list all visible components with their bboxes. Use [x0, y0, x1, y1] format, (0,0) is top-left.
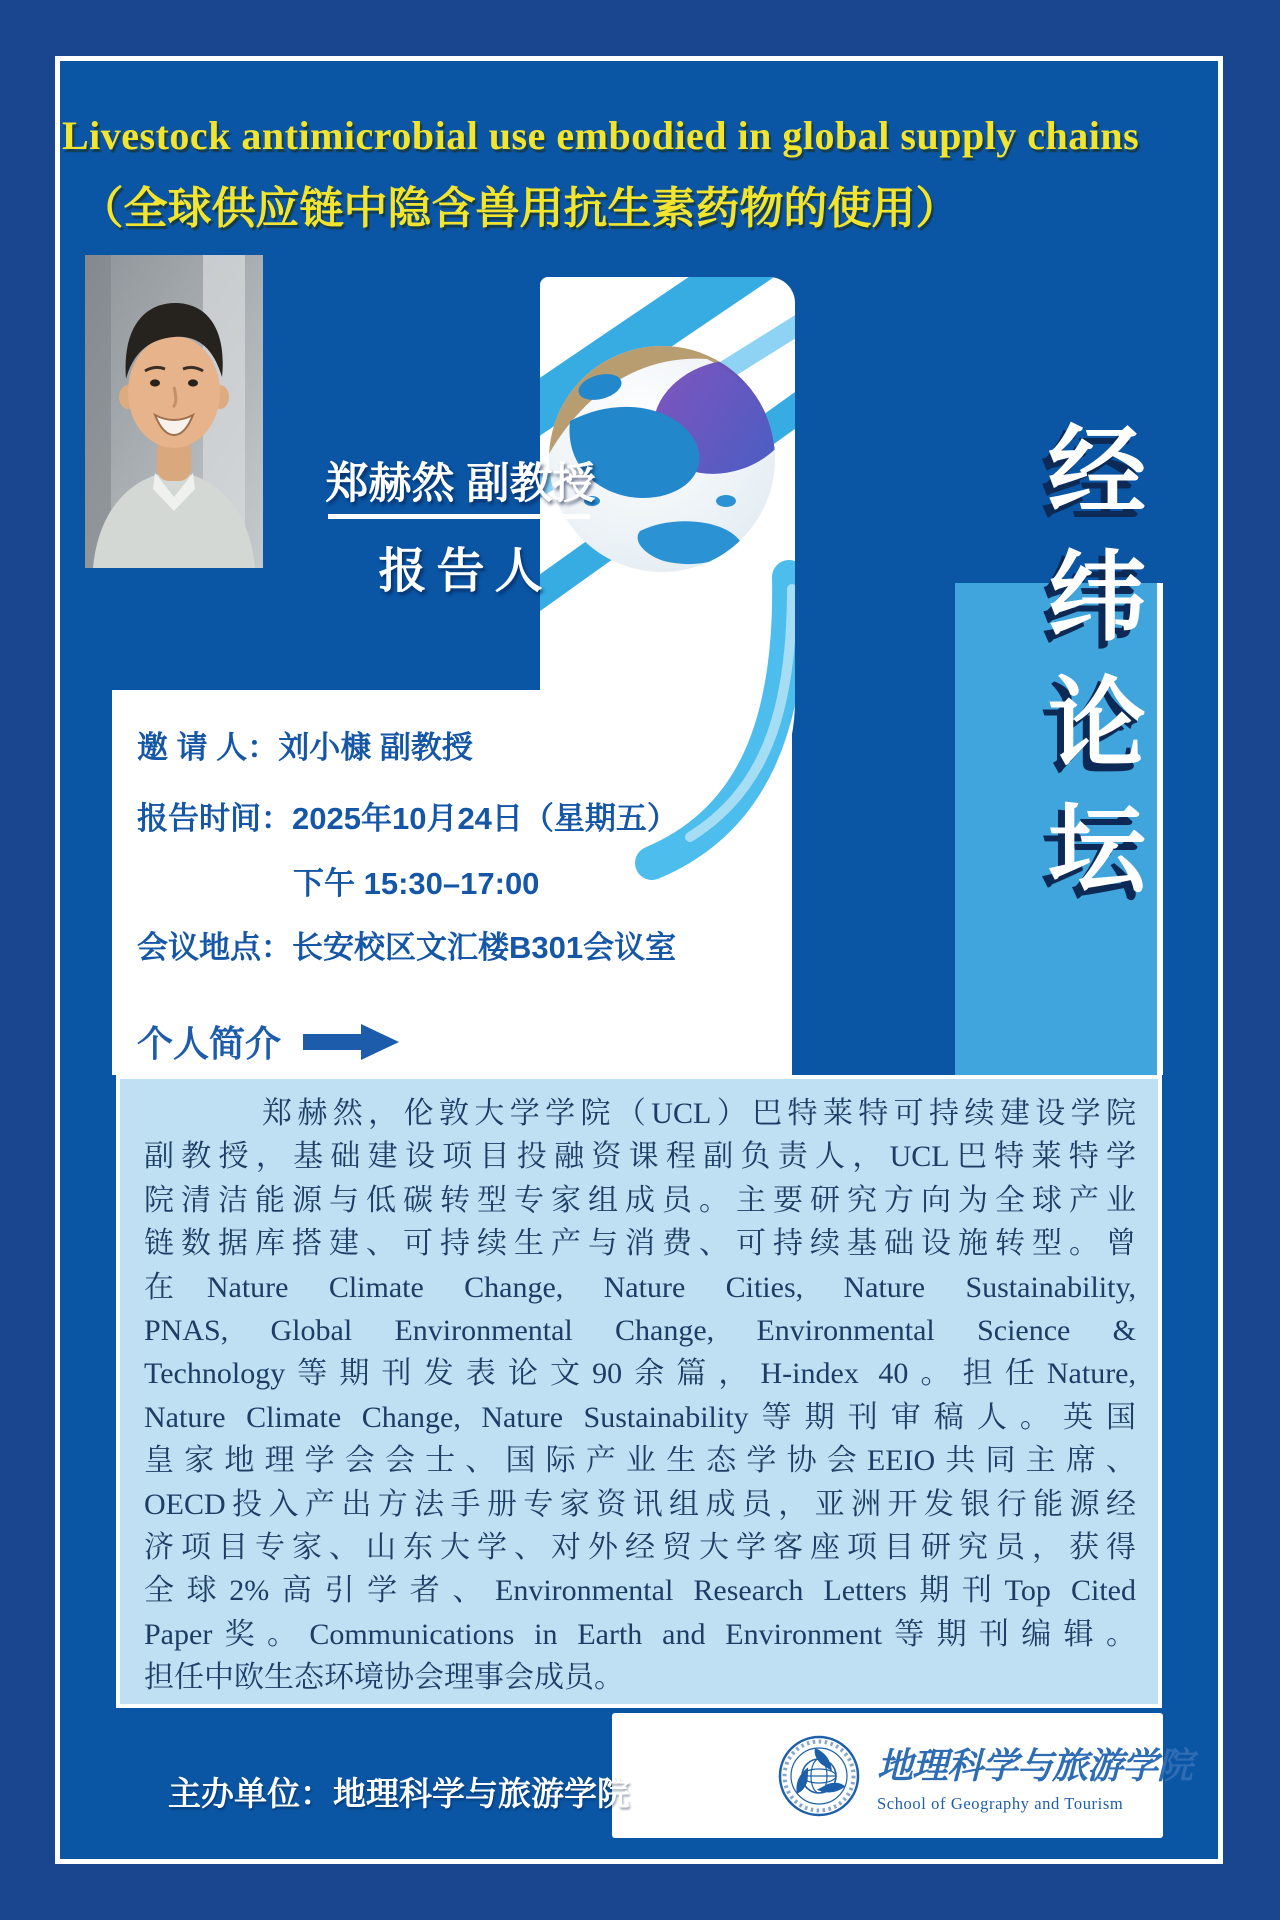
bio-line: PNAS, Global Environmental Change, Environmental Science & [144, 1314, 1136, 1348]
time-value: 2025年10月24日（星期五） [292, 801, 678, 836]
bio-line: 担任中欧生态环境协会理事会成员。 [144, 1661, 624, 1695]
bio-line: 院清洁能源与低碳转型专家组成员。主要研究方向为全球产业 [144, 1183, 1136, 1217]
speaker-name: 郑赫然 副教授 [325, 460, 596, 508]
time-label: 报告时间： [137, 801, 292, 836]
time-row [137, 793, 678, 838]
forum-char: 经 [1047, 416, 1146, 526]
forum-char: 论 [1047, 668, 1146, 778]
organizer-line [168, 1768, 630, 1815]
venue-value: 长安校区文汇楼B301会议室 [292, 930, 677, 965]
inviter-row [137, 722, 473, 767]
organizer-value: 地理科学与旅游学院 [333, 1775, 630, 1812]
bio-heading [137, 1016, 399, 1067]
time-value-2: 下午 15:30–17:00 [293, 866, 540, 901]
bio-line: 副教授，基础建设项目投融资课程副负责人，UCL巴特莱特学 [144, 1140, 1136, 1174]
venue-label: 会议地点： [137, 930, 292, 965]
school-name-calligraphy: 地理科学与旅游学院 [877, 1745, 1193, 1786]
speaker-role-label: 报告人 [378, 545, 553, 598]
bio-heading-label: 个人简介 [137, 1023, 282, 1064]
time-row-2 [293, 858, 539, 903]
organizer-label: 主办单位： [168, 1775, 333, 1812]
inviter-label: 邀 请 人： [137, 730, 279, 765]
venue-row [137, 922, 676, 967]
arrow-right-icon [303, 1024, 399, 1060]
school-logo-text [877, 1738, 1193, 1814]
forum-char: 坛 [1047, 794, 1146, 904]
school-logo-panel [612, 1713, 1193, 1838]
bio-line: Nature Climate Change, Nature Sustainability等期刊审稿人。英国 [144, 1400, 1136, 1434]
bio-line: 在Nature Climate Change, Nature Cities, Nature Sustainability, [144, 1270, 1136, 1304]
divider-line [328, 514, 590, 519]
bio-line: 皇家地理学会会士、国际产业生态学协会EEIO共同主席、 [144, 1444, 1136, 1478]
bio-line: Paper奖。Communications in Earth and Environment等期刊编辑。 [144, 1617, 1136, 1651]
forum-char: 纬 [1047, 542, 1146, 652]
bio-line: 链数据库搭建、可持续生产与消费、可持续基础设施转型。曾 [144, 1227, 1136, 1261]
bio-line: 济项目专家、山东大学、对外经贸大学客座项目研究员，获得 [144, 1531, 1136, 1565]
bio-line: Technology等期刊发表论文90余篇，H-index 40。担任Nature, [144, 1357, 1136, 1391]
forum-vertical-title [1042, 408, 1152, 912]
speaker-photo [85, 255, 263, 568]
bio-box [116, 1075, 1162, 1708]
lecture-title-english: Livestock antimicrobial use embodied in global supply chains [62, 113, 1140, 158]
bio-line: 郑赫然，伦敦大学学院（UCL）巴特莱特可持续建设学院 [262, 1097, 1136, 1130]
lecture-title-chinese: （全球供应链中隐含兽用抗生素药物的使用） [79, 184, 960, 233]
inviter-value: 刘小槺 副教授 [278, 730, 473, 765]
school-name-english: School of Geography and Tourism [877, 1793, 1124, 1813]
bio-line: OECD投入产出方法手册专家资讯组成员，亚洲开发银行能源经 [144, 1487, 1136, 1521]
bio-line: 全球2%高引学者、Environmental Research Letters期刊Top Cited [144, 1574, 1136, 1608]
school-logo-icon [777, 1734, 861, 1818]
